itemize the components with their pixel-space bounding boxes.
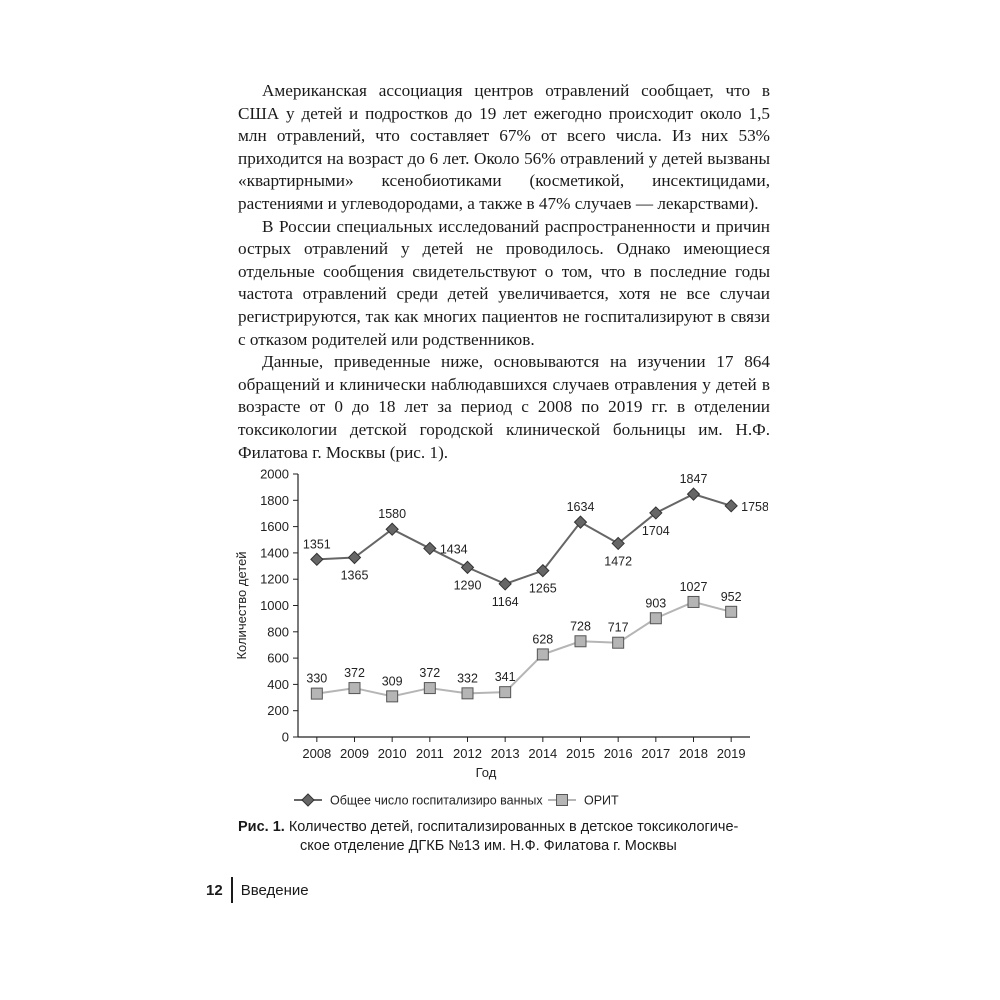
- data-label-1: 1472: [604, 554, 633, 569]
- data-point-2: [462, 688, 473, 699]
- x-tick-label: 2018: [679, 746, 708, 761]
- data-label-2: 330: [306, 671, 328, 686]
- data-label-1: 1634: [566, 500, 595, 515]
- x-tick-label: 2014: [528, 746, 558, 761]
- data-point-2: [349, 683, 360, 694]
- figure-caption: [238, 818, 778, 856]
- data-point-1: [688, 488, 700, 500]
- y-tick-label: 1800: [260, 492, 289, 508]
- page-number: 12: [206, 881, 223, 899]
- data-label-2: 309: [381, 674, 403, 689]
- data-label-1: 1164: [491, 594, 519, 609]
- y-tick-label: 1600: [260, 519, 289, 535]
- data-point-1: [311, 553, 323, 565]
- chart-svg: [228, 462, 768, 842]
- caption-text-line-1: Количество детей, госпитализированных в детское токсикологиче-: [288, 819, 739, 835]
- data-point-1: [725, 500, 737, 512]
- y-axis-title: Количество детей: [234, 551, 249, 660]
- data-label-2: 728: [570, 619, 591, 634]
- caption-label: Рис. 1.: [238, 819, 285, 835]
- data-label-1: 1434: [439, 542, 468, 557]
- data-label-2: 372: [344, 666, 365, 681]
- y-tick-label: 2000: [260, 466, 289, 482]
- x-tick-label: 2008: [302, 746, 332, 761]
- line-chart: [228, 462, 768, 842]
- data-point-2: [537, 649, 548, 660]
- body-text: [238, 80, 770, 464]
- data-point-2: [726, 606, 737, 617]
- data-label-2: 332: [457, 671, 478, 686]
- data-label-1: 1704: [641, 523, 670, 538]
- series-line-2: [317, 602, 731, 696]
- section-title: Введение: [240, 881, 309, 899]
- paragraph: Данные, приведенные ниже, основываются на изучении 17 864 обращений и клинически наблюдавшихся случаев отравления у детей в возрасте от 0 до 18 лет за период с 2008 по 2019 гг. в отделении токсикологии детской городской клинической больницы им. Н.Ф. Филатова г. Москвы (рис. 1).: [238, 352, 770, 462]
- data-point-1: [424, 542, 436, 554]
- x-tick-label: 2010: [377, 746, 407, 761]
- data-label-2: 341: [494, 670, 516, 685]
- data-point-1: [499, 578, 511, 590]
- data-point-2: [575, 636, 586, 647]
- y-tick-label: 400: [267, 676, 289, 692]
- y-tick-label: 200: [267, 703, 289, 719]
- data-point-2: [500, 687, 511, 698]
- y-tick-label: 1200: [260, 571, 289, 587]
- legend-marker-1: [302, 794, 314, 806]
- legend-label-1: Общее число госпитализиро ванных: [330, 793, 543, 808]
- y-tick-label: 0: [281, 729, 289, 745]
- data-label-1: 1847: [679, 472, 708, 487]
- y-tick-label: 1000: [260, 598, 289, 613]
- data-label-2: 1027: [679, 579, 708, 594]
- footer-divider: [231, 877, 233, 903]
- caption-text-line-2: ское отделение ДГКБ №13 им. Н.Ф. Филатова г. Москвы: [300, 838, 677, 854]
- data-label-2: 372: [419, 666, 441, 681]
- data-label-2: 952: [720, 589, 742, 604]
- x-tick-label: 2017: [641, 746, 671, 761]
- x-tick-label: 2013: [490, 746, 520, 761]
- x-tick-label: 2016: [603, 746, 633, 761]
- data-label-1: 1351: [302, 537, 331, 552]
- data-label-1: 1365: [340, 568, 369, 583]
- paragraph: Американская ассоциация центров отравлений сообщает, что в США у детей и подростков до 19 лет ежегодно происходит около 1,5 млн отравлений, что составляет 67% от всего числа. Из них 53% приходится на возраст до 6 лет. Около 56% отравлений у детей вызваны «квартирными» ксенобиотиками (косметикой, инсектицидами, растениями и углеводородами, а также в 47% случаев — лекарствами).: [238, 81, 770, 213]
- x-tick-label: 2009: [340, 746, 369, 761]
- legend-label-2: ОРИТ: [584, 793, 619, 808]
- data-label-1: 1265: [528, 581, 557, 596]
- y-tick-label: 1400: [260, 545, 289, 561]
- page-footer: [206, 877, 309, 903]
- data-point-2: [613, 637, 624, 648]
- data-label-1: 1290: [453, 578, 482, 593]
- data-label-1: 1580: [378, 507, 407, 522]
- data-label-2: 717: [607, 620, 629, 635]
- y-tick-label: 600: [267, 650, 289, 666]
- y-tick-label: 800: [267, 624, 289, 640]
- data-label-2: 628: [532, 632, 554, 647]
- legend-marker-2: [557, 795, 568, 806]
- data-point-2: [688, 596, 699, 607]
- data-label-2: 903: [645, 596, 667, 611]
- x-tick-label: 2019: [716, 746, 746, 761]
- x-tick-label: 2015: [566, 746, 595, 761]
- data-label-1: 1758: [741, 499, 768, 514]
- data-point-2: [387, 691, 398, 702]
- data-point-2: [650, 613, 661, 624]
- x-axis-title: Год: [475, 765, 497, 780]
- data-point-1: [462, 561, 474, 573]
- x-tick-label: 2012: [453, 746, 482, 761]
- data-point-2: [311, 688, 322, 699]
- data-point-2: [424, 683, 435, 694]
- x-tick-label: 2011: [415, 746, 444, 761]
- paragraph: В России специальных исследований распространенности и причин острых отравлений у детей не проводилось. Однако имеющиеся отдельные сообщения свидетельствуют о том, что в последние годы частота отравлений среди детей увеличивается, хотя не все случаи регистрируются, так как многих пациентов не госпитализируют в связи с отказом родителей или родственников.: [238, 216, 770, 349]
